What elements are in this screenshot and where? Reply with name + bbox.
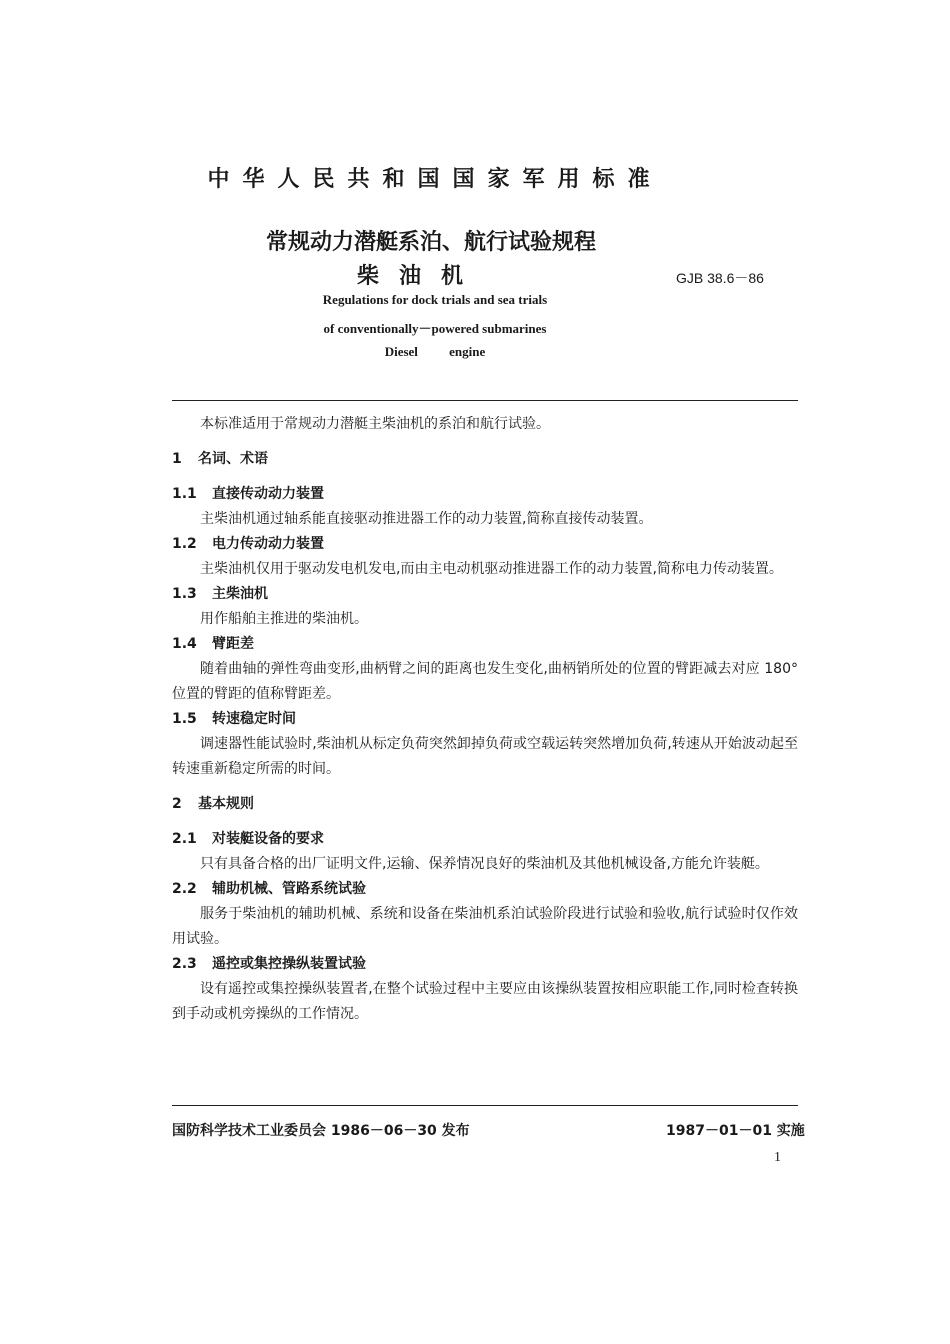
clause-heading (172, 532, 798, 557)
clause-text: 随着曲轴的弹性弯曲变形,曲柄臂之间的距离也发生变化,曲柄销所处的位置的臂距减去对应 180°位置的臂距的值称臂距差。 (172, 661, 798, 702)
section-2-heading (172, 792, 798, 817)
clause-text: 服务于柴油机的辅助机械、系统和设备在柴油机系泊试验阶段进行试验和验收,航行试验时仅作效用试验。 (172, 906, 798, 947)
clause-title: 臂距差 (212, 636, 254, 652)
clause-heading (172, 632, 798, 657)
clause-number: 1.2 (172, 536, 197, 552)
standard-code: GJB 38.6－86 (676, 270, 764, 286)
clause-title: 遥控或集控操纵装置试验 (212, 956, 366, 972)
clause-number: 1.1 (172, 486, 197, 502)
section-number: 1 (172, 451, 182, 467)
clause-text: 用作船舶主推进的柴油机。 (200, 611, 368, 627)
clause-text: 主柴油机仅用于驱动发电机发电,而由主电动机驱动推进器工作的动力装置,简称电力传动装置。 (200, 561, 783, 577)
title-en-line2: of conventionally－powered submarines (323, 321, 547, 336)
clause-title: 辅助机械、管路系统试验 (212, 881, 366, 897)
clause-number: 2.2 (172, 881, 197, 897)
clause-title: 主柴油机 (212, 586, 268, 602)
clause-number: 1.3 (172, 586, 197, 602)
section-1-heading (172, 447, 798, 472)
clause-title: 对装艇设备的要求 (212, 831, 324, 847)
clause-title: 转速稳定时间 (212, 711, 296, 727)
clause-heading (172, 827, 798, 852)
clause-heading (172, 707, 798, 732)
document-title-zh: 常规动力潜艇系泊、航行试验规程 (265, 230, 596, 255)
effective-date: 1987－01－01 实施 (666, 1123, 805, 1139)
section-number: 2 (172, 796, 182, 812)
clause-heading (172, 482, 798, 507)
intro-paragraph: 本标准适用于常规动力潜艇主柴油机的系泊和航行试验。 (200, 416, 550, 432)
clause-number: 2.1 (172, 831, 197, 847)
page-number: 1 (774, 1150, 781, 1165)
top-divider (172, 400, 798, 401)
clause-text: 设有遥控或集控操纵装置者,在整个试验过程中主要应由该操纵装置按相应职能工作,同时检查转换到手动或机旁操纵的工作情况。 (172, 981, 798, 1022)
title-en-line3: Diesel engine (384, 344, 486, 359)
document-body (172, 412, 798, 1027)
issue-statement: 国防科学技术工业委员会 1986－06－30 发布 (172, 1123, 470, 1139)
section-title: 基本规则 (198, 796, 254, 812)
clause-text: 调速器性能试验时,柴油机从标定负荷突然卸掉负荷或空载运转突然增加负荷,转速从开始波动起至转速重新稳定所需的时间。 (172, 736, 798, 777)
clause-heading (172, 952, 798, 977)
title-en-line1: Regulations for dock trials and sea trials (322, 292, 548, 307)
clause-heading (172, 877, 798, 902)
clause-heading (172, 582, 798, 607)
clause-title: 直接传动动力装置 (212, 486, 324, 502)
section-title: 名词、术语 (198, 451, 268, 467)
clause-number: 1.5 (172, 711, 197, 727)
clause-text: 主柴油机通过轴系能直接驱动推进器工作的动力装置,简称直接传动装置。 (200, 511, 653, 527)
document-subtitle-zh: 柴油机 (356, 264, 483, 289)
clause-text: 只有具备合格的出厂证明文件,运输、保养情况良好的柴油机及其他机械设备,方能允许装艇。 (200, 856, 769, 872)
clause-number: 2.3 (172, 956, 197, 972)
national-standard-heading: 中华人民共和国国家军用标准 (207, 167, 663, 192)
clause-number: 1.4 (172, 636, 197, 652)
bottom-divider (172, 1105, 798, 1106)
clause-title: 电力传动动力装置 (212, 536, 324, 552)
